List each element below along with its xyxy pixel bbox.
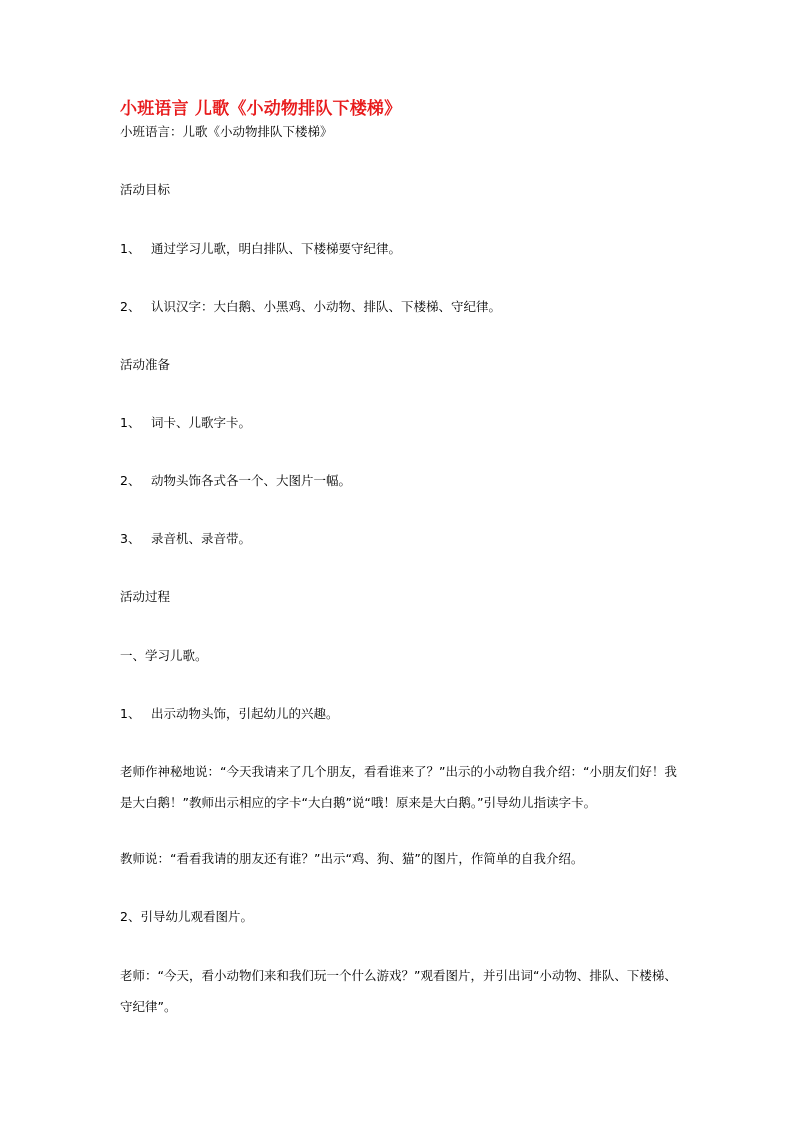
process-part-1: 一、学习儿歌。 <box>120 648 208 663</box>
prep-item-3-number: 3、 <box>120 531 141 546</box>
goal-item-2-number: 2、 <box>120 299 141 314</box>
process-step-1 <box>120 706 339 722</box>
process-heading: 活动过程 <box>120 589 171 604</box>
goal-item-2 <box>120 299 501 315</box>
goal-item-1-number: 1、 <box>120 241 141 256</box>
goals-heading: 活动目标 <box>120 182 171 197</box>
prep-item-1 <box>120 415 251 431</box>
process-step-2: 2、引导幼儿观看图片。 <box>120 909 253 924</box>
process-paragraph-1: 老师作神秘地说：“今天我请来了几个朋友，看看谁来了？”出示的小动物自我介绍：“小朋友们好！我是大白鹅！”教师出示相应的字卡“大白鹅”说“哦！原来是大白鹅。”引导幼儿指读字卡。 <box>120 764 677 810</box>
goal-item-1-text: 通过学习儿歌，明白排队、下楼梯要守纪律。 <box>151 241 402 256</box>
prep-item-2-number: 2、 <box>120 473 141 488</box>
goal-item-2-text: 认识汉字：大白鹅、小黑鸡、小动物、排队、下楼梯、守纪律。 <box>151 299 502 314</box>
prep-item-2 <box>120 473 351 489</box>
prep-heading: 活动准备 <box>120 357 171 372</box>
document-subtitle: 小班语言：儿歌《小动物排队下楼梯》 <box>120 124 333 139</box>
process-paragraph-2: 教师说：“看看我请的朋友还有谁？”出示“鸡、狗、猫”的图片，作简单的自我介绍。 <box>120 851 584 866</box>
process-step-1-text: 出示动物头饰，引起幼儿的兴趣。 <box>151 706 339 721</box>
document-title: 小班语言 儿歌《小动物排队下楼梯》 <box>120 99 402 119</box>
process-step-1-number: 1、 <box>120 706 141 721</box>
prep-item-3-text: 录音机、录音带。 <box>151 531 252 546</box>
goal-item-1 <box>120 241 401 257</box>
prep-item-1-text: 词卡、儿歌字卡。 <box>151 415 252 430</box>
prep-item-3 <box>120 531 251 547</box>
prep-item-2-text: 动物头饰各式各一个、大图片一幅。 <box>151 473 352 488</box>
prep-item-1-number: 1、 <box>120 415 141 430</box>
process-paragraph-3: 老师：“今天，看小动物们来和我们玩一个什么游戏？”观看图片，并引出词“小动物、排队、下楼梯、守纪律”。 <box>120 968 677 1014</box>
